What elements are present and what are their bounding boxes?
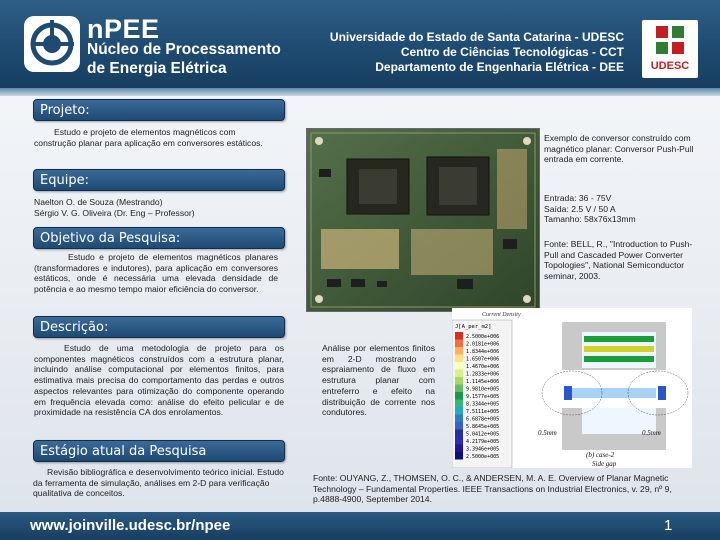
legend-value: 9.9810e+005 — [466, 386, 500, 393]
legend-value: 1.6507e+006 — [466, 356, 500, 363]
section-title-equipe: Equipe: — [33, 169, 285, 191]
sim-title: Current Density — [482, 312, 521, 318]
legend-swatch — [455, 332, 463, 340]
legend-swatch — [455, 437, 463, 445]
legend-swatch — [455, 377, 463, 385]
legend-value: 1.8344e+006 — [466, 348, 500, 355]
team-member: Naelton O. de Souza (Mestrando) — [34, 197, 163, 207]
section-title-descricao: Descrição: — [33, 316, 285, 338]
caption-analise: Análise por elementos finitos em 2-D mostrando o espraiamento de fluxo em estrutura planar com entreferro e efeito na distribuição de corrente nos condutores. — [322, 343, 435, 418]
legend-swatch — [455, 385, 463, 393]
legend-value: 1.4670e+006 — [466, 363, 500, 370]
legend-swatch — [455, 407, 463, 415]
sim-subcaption-1: (b) case-2 — [586, 451, 615, 459]
converter-specs — [544, 193, 694, 225]
legend-swatch — [455, 362, 463, 370]
legend-value: 2.5000e+006 — [466, 333, 500, 340]
legend-value: 8.3344e+005 — [466, 401, 500, 408]
footer-url[interactable]: www.joinville.udesc.br/npee — [30, 517, 231, 534]
npee-logo — [24, 16, 80, 72]
npee-subtitle-line2: de Energia Elétrica — [87, 60, 227, 77]
sim-subcaption-2: Side gap — [592, 460, 617, 468]
section-title-objetivo: Objetivo da Pesquisa: — [33, 227, 285, 249]
legend-swatch — [455, 370, 463, 378]
fea-simulation-svg — [452, 308, 692, 468]
team-member: Sérgio V. G. Oliveira (Dr. Eng – Professor) — [34, 207, 195, 218]
legend-swatch — [455, 347, 463, 355]
legend-value: 5.0412e+005 — [466, 431, 500, 438]
department-name: Departamento de Engenharia Elétrica - DEE — [375, 60, 624, 74]
legend-value: 1.1145e+006 — [466, 378, 500, 385]
udesc-logo — [642, 20, 698, 78]
fea-simulation-figure — [452, 308, 692, 468]
gap-label-right: 0.5mm — [642, 429, 661, 437]
legend-value: 1.2833e+006 — [466, 371, 500, 378]
pcb-illustration — [307, 129, 539, 311]
legend-swatch — [455, 422, 463, 430]
legend-swatch — [455, 355, 463, 363]
estagio-text: Revisão bibliográfica e desenvolvimento teórico inicial. Estudo da ferramenta de simulação, análises em 2-D para verificação qualitativa de conceitos. — [33, 467, 284, 499]
sim-legend — [455, 332, 499, 460]
page-number: 1 — [664, 517, 673, 534]
legend-swatch — [455, 445, 463, 453]
source-ouyang: Fonte: OUYANG, Z., THOMSEN, O. C., & ANDERSEN, M. A. E. Overview of Planar Magnetic Technology – Fundamental Properties. IEEE Transactions on Industrial Electronics, v. 29, nº 9, p.4888-4900, September 2014. — [313, 473, 672, 505]
descricao-text: Estudo de uma metodologia de projeto para os componentes magnéticos construídos com a estrutura planar, incluindo análise computacional por elementos finitos, para estimativa mais precisa do comportamento das perdas e outros aspectos relevantes para otimização do componente operando em frequência elevada como: análise do efeito pelicular e de proximidade na resistência CA dos enrolamentos. — [34, 343, 284, 418]
legend-swatch — [455, 392, 463, 400]
header-divider — [0, 88, 720, 96]
pcb-photo — [306, 128, 540, 312]
projeto-text: Estudo e projeto de elementos magnéticos com construção planar para aplicação em conversores estáticos. — [34, 127, 263, 148]
center-name: Centro de Ciências Tecnológicas - CCT — [400, 45, 624, 59]
header-banner — [0, 0, 720, 88]
caption-exemplo: Exemplo de conversor construído com magnético planar: Conversor Push-Pull entrada em corrente. — [544, 133, 694, 165]
section-title-projeto: Projeto: — [33, 99, 285, 121]
legend-value: 9.1577e+005 — [466, 393, 500, 400]
legend-value: 6.6878e+005 — [466, 416, 500, 423]
spec-output: Saída: 2.5 V / 50 A — [544, 203, 616, 214]
legend-swatch — [455, 415, 463, 423]
legend-value: 3.3946e+005 — [466, 446, 500, 453]
udesc-emblem-icon — [642, 20, 698, 60]
npee-subtitle-line1: Núcleo de Processamento — [87, 41, 281, 58]
legend-value: 5.8645e+005 — [466, 423, 500, 430]
source-bell: Fonte: BELL, R., "Introduction to Push-Pull and Cascaded Power Converter Topologies", National Semiconductor seminar, 2003. — [544, 239, 693, 282]
legend-swatch — [455, 340, 463, 348]
legend-swatch — [455, 400, 463, 408]
legend-value: 7.5111e+005 — [466, 408, 500, 415]
university-name: Universidade do Estado de Santa Catarina - UDESC — [329, 30, 624, 44]
legend-value: 4.2179e+005 — [466, 438, 500, 445]
spec-input: Entrada: 36 - 75V — [544, 193, 612, 203]
equipe-list — [34, 197, 274, 218]
objetivo-text: Estudo e projeto de elementos magnéticos planares (transformadores e indutores), para aplicação em conversores estáticos, onde é necessária uma elevada densidade de potência e ao mesmo tempo maior eficiência do conversor. — [34, 252, 278, 295]
legend-value: 2.0181e+006 — [466, 341, 500, 348]
legend-swatch — [455, 430, 463, 438]
sim-unit-label: J[A_per_m2] — [455, 324, 492, 330]
spec-size: Tamanho: 58x76x13mm — [544, 214, 636, 225]
npee-title: nPEE — [87, 14, 160, 44]
gap-label-left: 0.5mm — [538, 429, 557, 437]
udesc-logo-text: UDESC — [650, 60, 690, 72]
legend-swatch — [455, 452, 463, 460]
npee-plug-icon — [24, 16, 80, 72]
legend-value: 2.5000e+005 — [466, 453, 500, 460]
footer-banner — [0, 512, 720, 540]
section-title-estagio: Estágio atual da Pesquisa — [33, 440, 285, 462]
